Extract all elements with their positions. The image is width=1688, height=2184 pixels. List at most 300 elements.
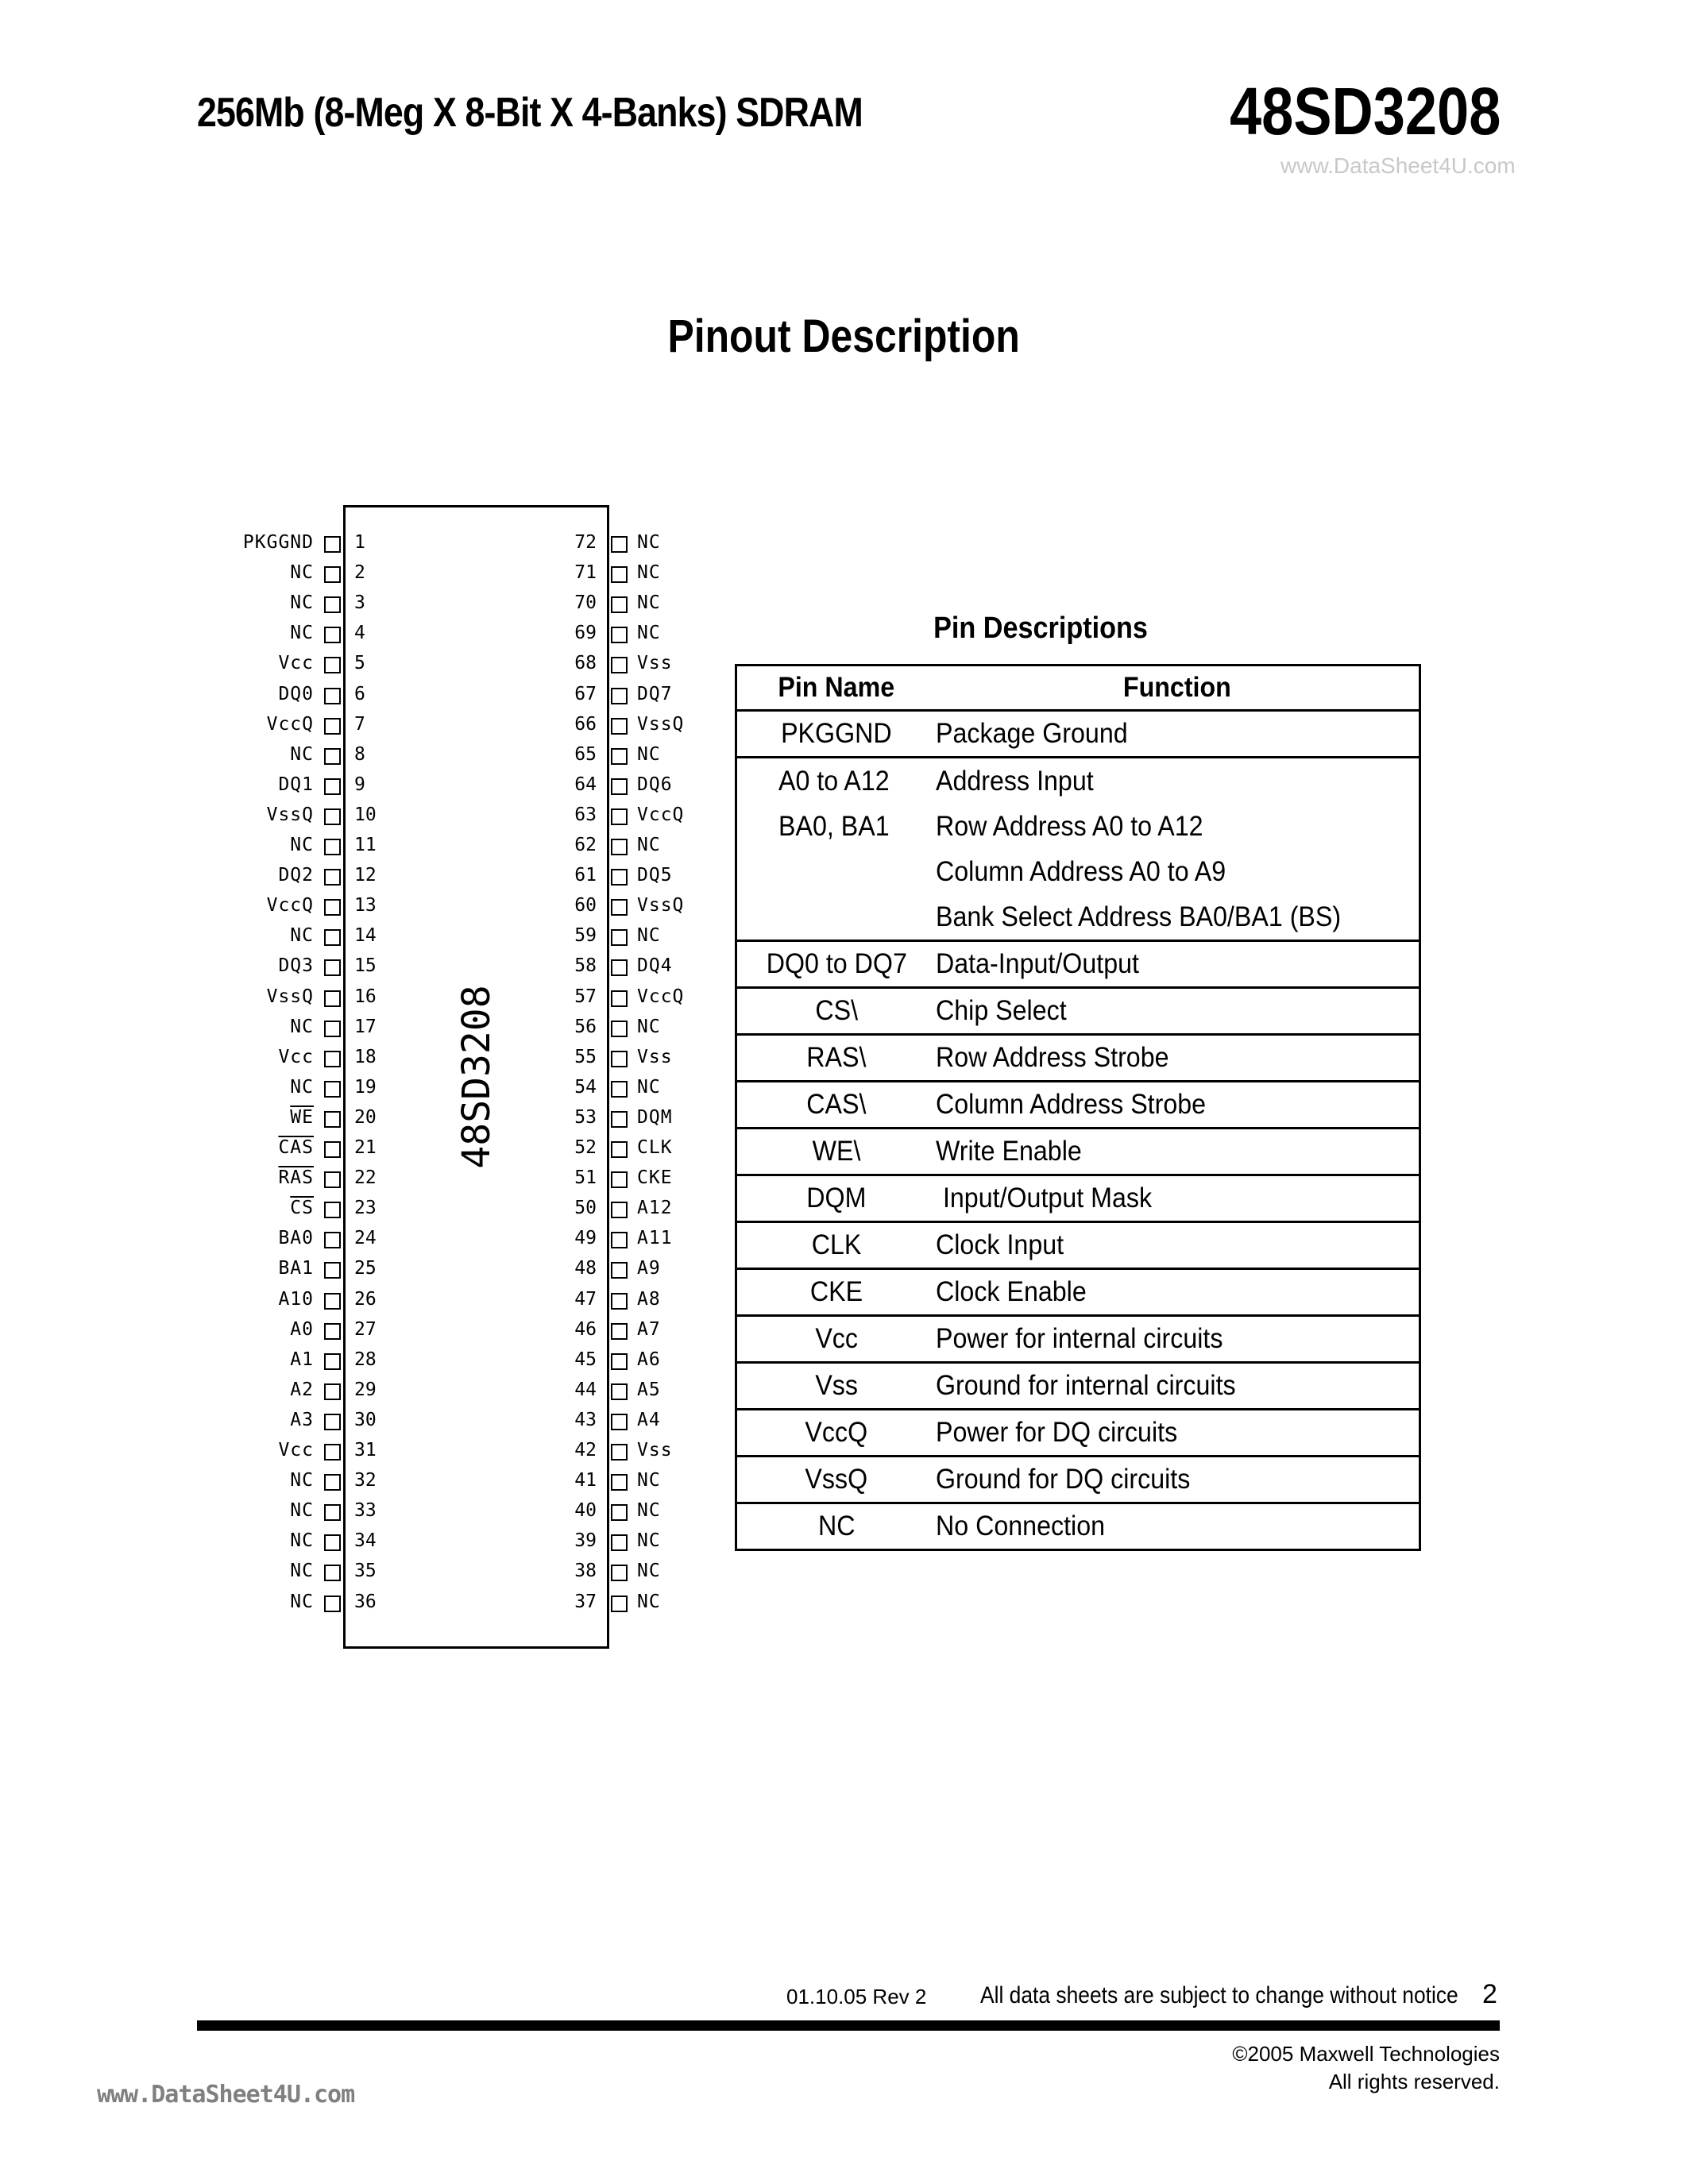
pin-number-right: 61 (574, 865, 597, 886)
pin-pad (611, 1081, 628, 1098)
pin-number-right: 39 (574, 1530, 597, 1551)
pin-number-right: 71 (574, 562, 597, 583)
table-row (736, 1222, 1420, 1269)
pin-name-right: VssQ (637, 714, 685, 735)
pin-pad (611, 1293, 628, 1310)
function-text: Power for internal circuits (936, 1323, 1223, 1354)
pin-name-left: A10 (278, 1289, 314, 1310)
pin-name-right: NC (637, 1530, 661, 1551)
pin-name-left: DQ0 (278, 684, 314, 704)
pin-name-left: DQ1 (278, 774, 314, 795)
pin-name-right: CKE (637, 1167, 673, 1188)
pin-number-right: 38 (574, 1561, 597, 1581)
function-cell (936, 1457, 1420, 1503)
pin-pad (611, 808, 628, 825)
pin-name-left: NC (290, 592, 314, 613)
pin-name-right: NC (637, 744, 661, 765)
pin-number-left: 20 (354, 1107, 377, 1128)
pin-pad (324, 1141, 341, 1158)
pin-name-cell (736, 1269, 937, 1316)
pin-pad (324, 1474, 341, 1491)
pin-number-left: 23 (354, 1198, 377, 1218)
pin-pad (324, 869, 341, 886)
pin-name-right: A12 (637, 1198, 673, 1218)
pin-name-right: NC (637, 1077, 661, 1098)
pin-name-left: NC (290, 744, 314, 765)
function-cell (936, 1129, 1420, 1175)
pin-number-right: 55 (574, 1047, 597, 1067)
pin-name-right: NC (637, 1592, 661, 1612)
pin-name-right: A11 (637, 1228, 673, 1248)
pin-number-right: 54 (574, 1077, 597, 1098)
pin-name-right: NC (637, 532, 661, 553)
pin-name-left: DQ3 (278, 955, 314, 976)
page-number: 2 (1482, 1979, 1497, 2009)
pin-number-right: 53 (574, 1107, 597, 1128)
pin-name-left: NC (290, 1592, 314, 1612)
change-notice: All data sheets are subject to change without notice (980, 1982, 1458, 2008)
section-title: Pinout Description (667, 311, 1020, 362)
pin-number-right: 42 (574, 1440, 597, 1461)
pin-name-text: Vcc (815, 1323, 858, 1354)
function-cell (936, 1503, 1420, 1550)
pin-pad (611, 1565, 628, 1581)
function-cell (936, 1363, 1420, 1410)
pin-number-left: 31 (354, 1440, 377, 1461)
pin-pad (611, 566, 628, 583)
pin-name-left: A2 (290, 1379, 314, 1400)
pin-number-left: 27 (354, 1319, 377, 1340)
pin-name-left: NC (290, 1470, 314, 1491)
pin-number-right: 50 (574, 1198, 597, 1218)
pin-name-text: BA0, BA1 (778, 811, 890, 842)
function-text: Address Input (936, 766, 1094, 797)
pin-number-left: 10 (354, 805, 377, 825)
pin-name-text: DQM (806, 1183, 867, 1214)
pin-number-right: 68 (574, 653, 597, 673)
function-text: Input/Output Mask (936, 1183, 1153, 1214)
pin-number-left: 13 (354, 895, 377, 916)
pin-pad (324, 839, 341, 855)
pin-number-left: 16 (354, 986, 377, 1007)
pin-name-left: Vcc (278, 653, 314, 673)
pin-pad (324, 959, 341, 976)
pin-number-left: 29 (354, 1379, 377, 1400)
pin-name-right: NC (637, 1470, 661, 1491)
pin-number-left: 33 (354, 1500, 377, 1521)
pin-pad (324, 566, 341, 583)
pin-name-text: CLK (811, 1229, 862, 1260)
pin-pad (611, 1171, 628, 1188)
pin-name-text: Vss (815, 1370, 858, 1401)
pin-pad (324, 536, 341, 553)
pin-pad (611, 1414, 628, 1430)
function-cell (936, 941, 1420, 988)
pin-name-left: NC (290, 623, 314, 643)
pin-name-right: A4 (637, 1410, 661, 1430)
pin-number-left: 7 (354, 714, 365, 735)
pin-pad (611, 1051, 628, 1067)
pin-pad (324, 1534, 341, 1551)
pin-name-right: Vss (637, 1440, 673, 1461)
pin-name-right: DQ7 (637, 684, 673, 704)
pin-name-right: A7 (637, 1319, 661, 1340)
pin-name-left: NC (290, 1500, 314, 1521)
pin-name-text: CAS\ (806, 1089, 867, 1120)
pin-pad (611, 990, 628, 1007)
pin-number-right: 56 (574, 1017, 597, 1037)
watermark-top: www.DataSheet4U.com (1280, 153, 1516, 178)
pin-pad (611, 718, 628, 735)
function-text: Power for DQ circuits (936, 1417, 1178, 1448)
pin-name-text: PKGGND (781, 718, 892, 749)
pin-pad (324, 1171, 341, 1188)
pin-name-cell (736, 941, 937, 988)
pin-pad (324, 1323, 341, 1340)
pin-pad (611, 1111, 628, 1128)
pin-number-left: 3 (354, 592, 365, 613)
pin-name-right: VssQ (637, 895, 685, 916)
pin-name-right: DQ6 (637, 774, 673, 795)
pin-number-left: 9 (354, 774, 365, 795)
pin-number-right: 57 (574, 986, 597, 1007)
pin-name-text: CS\ (815, 995, 858, 1026)
pin-pad (611, 1021, 628, 1037)
pin-pad (611, 1504, 628, 1521)
pin-name-text: VccQ (805, 1417, 868, 1448)
function-text: Column Address Strobe (936, 1089, 1207, 1120)
pin-number-left: 24 (354, 1228, 377, 1248)
pin-number-left: 28 (354, 1349, 377, 1370)
pin-number-right: 59 (574, 925, 597, 946)
pin-name-cell (736, 1129, 937, 1175)
pin-name-right: DQ4 (637, 955, 673, 976)
function-text: Write Enable (936, 1136, 1082, 1167)
function-text: Clock Input (936, 1229, 1064, 1260)
pin-number-right: 58 (574, 955, 597, 976)
pin-pad (611, 748, 628, 765)
pin-name-cell (736, 1410, 937, 1457)
table-row (736, 1363, 1420, 1410)
pin-name-cell (736, 1035, 937, 1082)
pin-name-cell (736, 1175, 937, 1222)
pin-pad (324, 990, 341, 1007)
pin-name-text: NC (817, 1511, 856, 1542)
pin-pad (611, 1383, 628, 1400)
pin-pad (324, 1202, 341, 1218)
pin-name-right: Vss (637, 1047, 673, 1067)
document-title: 256Mb (8-Meg X 8-Bit X 4-Banks) SDRAM (197, 90, 863, 136)
pin-pad (611, 929, 628, 946)
pin-pad (324, 748, 341, 765)
pin-pad (324, 1262, 341, 1279)
pin-number-left: 34 (354, 1530, 377, 1551)
pin-name-left: BA1 (278, 1258, 314, 1279)
pin-name-text: A0 to A12 (778, 766, 890, 797)
pin-pad (324, 1051, 341, 1067)
pin-name-cell (736, 1316, 937, 1363)
pin-name-left: NC (290, 1530, 314, 1551)
function-cell (936, 758, 1420, 941)
pin-name-left: NC (290, 1017, 314, 1037)
function-text: Package Ground (936, 718, 1128, 749)
function-cell (936, 1175, 1420, 1222)
pin-description-table (735, 664, 1421, 1551)
pin-pad (611, 959, 628, 976)
rights-reserved: All rights reserved. (1328, 2070, 1500, 2093)
pin-pad (324, 899, 341, 916)
pin-number-right: 67 (574, 684, 597, 704)
table-row (736, 1457, 1420, 1503)
pin-pad (611, 596, 628, 613)
pin-number-right: 63 (574, 805, 597, 825)
pin-name-cell (736, 988, 937, 1035)
pin-name-right: VccQ (637, 986, 685, 1007)
pin-number-right: 60 (574, 895, 597, 916)
pin-number-right: 41 (574, 1470, 597, 1491)
pin-pad (324, 1293, 341, 1310)
copyright: ©2005 Maxwell Technologies (1232, 2042, 1500, 2066)
pin-number-right: 62 (574, 835, 597, 855)
table-row (736, 1316, 1420, 1363)
pin-number-right: 43 (574, 1410, 597, 1430)
pin-name-right: NC (637, 1561, 661, 1581)
pin-pad (611, 657, 628, 673)
table-row (736, 1082, 1420, 1129)
pin-number-right: 37 (574, 1592, 597, 1612)
pin-number-left: 25 (354, 1258, 377, 1279)
pin-pad (324, 688, 341, 704)
function-text: Clock Enable (936, 1276, 1087, 1307)
pin-name-right: NC (637, 592, 661, 613)
pin-number-left: 15 (354, 955, 377, 976)
pin-number-left: 5 (354, 653, 365, 673)
pin-name-text: VssQ (805, 1464, 868, 1495)
pin-number-right: 46 (574, 1319, 597, 1340)
table-row (736, 1503, 1420, 1550)
function-cell (936, 1410, 1420, 1457)
pin-name-left: DQ2 (278, 865, 314, 886)
pin-pad (324, 1596, 341, 1612)
pin-name-left: Vcc (278, 1440, 314, 1461)
pin-name-right: DQM (637, 1107, 673, 1128)
pin-name-left: NC (290, 1077, 314, 1098)
pin-number-left: 18 (354, 1047, 377, 1067)
pin-name-right: Vss (637, 653, 673, 673)
function-text: Row Address Strobe (936, 1042, 1169, 1073)
pin-name-right: VccQ (637, 805, 685, 825)
pin-number-right: 52 (574, 1137, 597, 1158)
table-row (736, 1410, 1420, 1457)
pin-number-left: 2 (354, 562, 365, 583)
pin-name-right: NC (637, 562, 661, 583)
pin-number-right: 65 (574, 744, 597, 765)
pin-name-cell (736, 758, 937, 941)
pin-pad (611, 1232, 628, 1248)
pin-number-left: 19 (354, 1077, 377, 1098)
function-cell (936, 1269, 1420, 1316)
pin-number-right: 45 (574, 1349, 597, 1370)
pin-pad (611, 1353, 628, 1370)
function-cell (936, 1316, 1420, 1363)
table-row (736, 758, 1420, 941)
pin-pad (324, 1353, 341, 1370)
function-text: No Connection (936, 1511, 1106, 1542)
table-row (736, 988, 1420, 1035)
pin-name-right: NC (637, 623, 661, 643)
pin-name-text: RAS\ (806, 1042, 867, 1073)
pin-pad (611, 899, 628, 916)
pin-number-left: 17 (354, 1017, 377, 1037)
pin-name-left: A1 (290, 1349, 314, 1370)
table-row (736, 1175, 1420, 1222)
pin-pad (324, 808, 341, 825)
pin-pad (611, 1202, 628, 1218)
function-cell (936, 988, 1420, 1035)
pin-name-text: CKE (809, 1276, 863, 1307)
pin-name-left: VssQ (266, 986, 314, 1007)
pin-name-right: A8 (637, 1289, 661, 1310)
pin-name-left: A0 (290, 1319, 314, 1340)
pin-pad (324, 1081, 341, 1098)
pin-name-right: NC (637, 1500, 661, 1521)
pin-number-left: 36 (354, 1592, 377, 1612)
header-function: Function (936, 666, 1420, 711)
pin-pad (611, 778, 628, 795)
pin-number-left: 35 (354, 1561, 377, 1581)
pin-name-left: VccQ (266, 714, 314, 735)
pin-number-right: 72 (574, 532, 597, 553)
function-cell (936, 1035, 1420, 1082)
pin-name-cell (736, 1503, 937, 1550)
pin-number-left: 21 (354, 1137, 377, 1158)
pin-number-left: 1 (354, 532, 365, 553)
function-cell (936, 1222, 1420, 1269)
pin-number-left: 32 (354, 1470, 377, 1491)
pin-number-right: 49 (574, 1228, 597, 1248)
pin-name-left: $\overline{CS}$ (290, 1198, 314, 1218)
pin-name-left: Vcc (278, 1047, 314, 1067)
pin-pad (611, 1534, 628, 1551)
pin-name-left: $\overline{CAS}$ (278, 1137, 314, 1158)
pin-name-left: NC (290, 562, 314, 583)
function-text: Row Address A0 to A12 (936, 811, 1203, 842)
pin-number-left: 11 (354, 835, 377, 855)
pin-name-right: A6 (637, 1349, 661, 1370)
pin-number-left: 26 (354, 1289, 377, 1310)
pin-name-left: VccQ (266, 895, 314, 916)
pin-number-right: 66 (574, 714, 597, 735)
pin-table-title: Pin Descriptions (933, 612, 1148, 645)
pin-name-left: NC (290, 1561, 314, 1581)
pin-pad (324, 1111, 341, 1128)
pin-name-right: NC (637, 1017, 661, 1037)
pin-pad (611, 1596, 628, 1612)
pin-pad (324, 1504, 341, 1521)
pin-pad (324, 1021, 341, 1037)
footer-rule (197, 2020, 1500, 2031)
pin-pad (324, 1383, 341, 1400)
pin-number-left: 6 (354, 684, 365, 704)
pin-name-right: NC (637, 835, 661, 855)
watermark-bottom: www.DataSheet4U.com (97, 2081, 355, 2109)
pin-pad (611, 688, 628, 704)
pin-name-right: CLK (637, 1137, 673, 1158)
pin-pad (611, 869, 628, 886)
pin-number-right: 40 (574, 1500, 597, 1521)
pin-pad (324, 1232, 341, 1248)
pin-name-right: A9 (637, 1258, 661, 1279)
pin-name-left: VssQ (266, 805, 314, 825)
pin-name-left: NC (290, 835, 314, 855)
function-text: Bank Select Address BA0/BA1 (BS) (936, 901, 1342, 932)
pin-number-right: 70 (574, 592, 597, 613)
pin-number-right: 51 (574, 1167, 597, 1188)
header-pin-name: Pin Name (736, 666, 937, 711)
function-cell (936, 1082, 1420, 1129)
pin-pad (324, 596, 341, 613)
pin-number-left: 30 (354, 1410, 377, 1430)
function-text: Ground for internal circuits (936, 1370, 1236, 1401)
pin-pad (611, 1262, 628, 1279)
table-row (736, 941, 1420, 988)
pin-name-left: $\overline{WE}$ (290, 1107, 314, 1128)
pin-name-left: NC (290, 925, 314, 946)
pin-number-left: 8 (354, 744, 365, 765)
revision-date: 01.10.05 Rev 2 (786, 1985, 927, 2008)
pin-number-left: 22 (354, 1167, 377, 1188)
pin-pad (611, 1444, 628, 1461)
function-text: Chip Select (936, 995, 1067, 1026)
pin-name-right: NC (637, 925, 661, 946)
pin-pad (324, 657, 341, 673)
pin-name-cell (736, 711, 937, 758)
pin-pad (324, 1414, 341, 1430)
function-text: Data-Input/Output (936, 948, 1139, 979)
pin-number-right: 64 (574, 774, 597, 795)
pin-number-right: 69 (574, 623, 597, 643)
pin-pad (324, 1444, 341, 1461)
pin-number-left: 4 (354, 623, 365, 643)
pin-pad (611, 1141, 628, 1158)
pin-pad (324, 627, 341, 643)
pin-name-right: A5 (637, 1379, 661, 1400)
function-text: Ground for DQ circuits (936, 1464, 1191, 1495)
pin-name-cell (736, 1222, 937, 1269)
pin-name-left: A3 (290, 1410, 314, 1430)
pin-name-left: BA0 (278, 1228, 314, 1248)
function-cell (936, 711, 1420, 758)
pin-pad (324, 929, 341, 946)
pin-number-right: 47 (574, 1289, 597, 1310)
pin-pad (324, 1565, 341, 1581)
function-text: Column Address A0 to A9 (936, 856, 1226, 887)
part-number: 48SD3208 (1230, 74, 1501, 149)
pin-pad (611, 536, 628, 553)
pin-name-right: DQ5 (637, 865, 673, 886)
pin-name-text: WE\ (812, 1136, 861, 1167)
pin-number-right: 48 (574, 1258, 597, 1279)
pin-name-cell (736, 1082, 937, 1129)
chip-label-text: 48SD3208 (454, 985, 499, 1169)
table-row (736, 1035, 1420, 1082)
pin-pad (324, 718, 341, 735)
pin-number-left: 12 (354, 865, 377, 886)
pin-name-cell (736, 1457, 937, 1503)
pin-name-left: PKGGND (242, 532, 314, 553)
table-row (736, 1269, 1420, 1316)
table-row (736, 1129, 1420, 1175)
